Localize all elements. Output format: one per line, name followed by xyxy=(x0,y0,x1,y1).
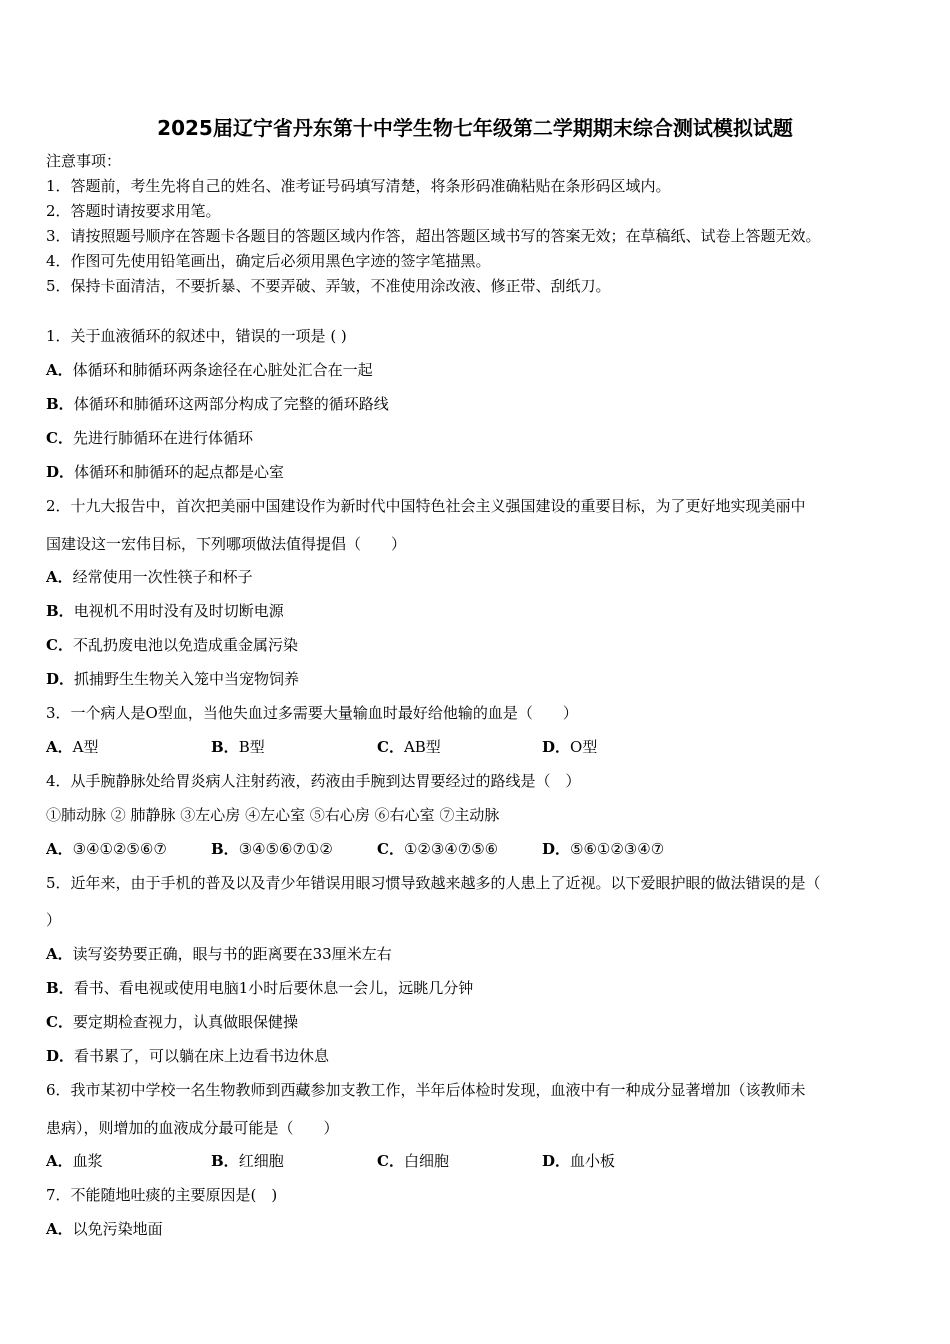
option-text: 要定期检查视力，认真做眼保健操 xyxy=(72,1013,298,1031)
option-label: D． xyxy=(46,670,75,688)
question-2-option-a xyxy=(46,568,253,586)
option-text: 白细胞 xyxy=(403,1152,449,1170)
option-label: A． xyxy=(46,738,73,756)
option-label: C． xyxy=(377,738,404,756)
option-text: ①②③④⑦⑤⑥ xyxy=(403,840,499,858)
option-label: C． xyxy=(377,1152,404,1170)
option-text: 以免污染地面 xyxy=(72,1220,163,1238)
option-label: B． xyxy=(211,840,239,858)
notice-header: 注意事项： xyxy=(46,152,122,170)
notice-item: 1．答题前，考生先将自己的姓名、准考证号码填写清楚，将条形码准确粘贴在条形码区域内。 xyxy=(46,177,671,195)
option-label: A． xyxy=(46,1220,73,1238)
option-label: B． xyxy=(211,738,239,756)
notice-item: 5．保持卡面清洁，不要折暴、不要弄破、弄皱，不准使用涂改液、修正带、刮纸刀。 xyxy=(46,277,611,295)
notice-item: 3．请按照题号顺序在答题卡各题目的答题区域内作答，超出答题区域书写的答案无效；在草稿纸、试卷上答题无效。 xyxy=(46,227,821,245)
question-3-option-c xyxy=(377,738,441,756)
question-5-stem-cont: ） xyxy=(46,911,62,929)
option-text: ③④①②⑤⑥⑦ xyxy=(72,840,167,858)
option-label: D． xyxy=(46,1047,75,1065)
question-6-stem-cont: 患病），则增加的血液成分最可能是（ ） xyxy=(46,1119,339,1137)
question-4-items: ①肺动脉 ② 肺静脉 ③左心房 ④左心室 ⑤右心房 ⑥右心室 ⑦主动脉 xyxy=(46,806,500,824)
option-label: A． xyxy=(46,568,73,586)
option-text: 不乱扔废电池以免造成重金属污染 xyxy=(72,636,298,654)
option-label: D． xyxy=(542,1152,571,1170)
option-label: B． xyxy=(211,1152,239,1170)
question-5-option-b xyxy=(46,979,473,997)
question-6-option-b xyxy=(211,1152,284,1170)
option-text: 读写姿势要正确，眼与书的距离要在33厘米左右 xyxy=(72,945,392,963)
question-4-option-d xyxy=(542,840,664,858)
option-text: O型 xyxy=(570,738,598,756)
option-text: 看书累了，可以躺在床上边看书边休息 xyxy=(74,1047,330,1065)
option-text: 血浆 xyxy=(72,1152,103,1170)
question-7-stem: 7．不能随地吐痰的主要原因是( ) xyxy=(46,1186,278,1204)
question-6-option-a xyxy=(46,1152,103,1170)
option-label: A． xyxy=(46,1152,73,1170)
option-label: B． xyxy=(46,395,74,413)
notice-item: 2．答题时请按要求用笔。 xyxy=(46,202,221,220)
question-3-option-d xyxy=(542,738,597,756)
option-label: C． xyxy=(46,429,73,447)
option-text: 血小板 xyxy=(570,1152,616,1170)
question-6-option-c xyxy=(377,1152,449,1170)
question-2-option-d xyxy=(46,670,299,688)
question-4-option-c xyxy=(377,840,498,858)
option-label: B． xyxy=(46,979,74,997)
question-3-option-b xyxy=(211,738,265,756)
option-label: D． xyxy=(46,463,75,481)
option-text: ③④⑤⑥⑦①② xyxy=(238,840,333,858)
option-text: 体循环和肺循环的起点都是心室 xyxy=(74,463,285,481)
option-text: 经常使用一次性筷子和杯子 xyxy=(72,568,253,586)
question-2-option-c xyxy=(46,636,298,654)
question-1-stem: 1．关于血液循环的叙述中，错误的一项是 ( ) xyxy=(46,327,347,345)
option-label: C． xyxy=(46,1013,73,1031)
question-2-stem: 2．十九大报告中，首次把美丽中国建设作为新时代中国特色社会主义强国建设的重要目标，为了更好地实现美丽中 xyxy=(46,497,806,515)
question-3-stem: 3．一个病人是O型血，当他失血过多需要大量输血时最好给他输的血是（ ） xyxy=(46,704,578,722)
notice-item: 4．作图可先使用铅笔画出，确定后必须用黑色字迹的签字笔描黑。 xyxy=(46,252,491,270)
option-text: 体循环和肺循环这两部分构成了完整的循环路线 xyxy=(73,395,389,413)
question-5-option-c xyxy=(46,1013,298,1031)
question-7-option-a xyxy=(46,1220,163,1238)
question-1-option-a xyxy=(46,361,373,379)
question-1-option-c xyxy=(46,429,253,447)
question-1-option-b xyxy=(46,395,389,413)
option-text: 看书、看电视或使用电脑1小时后要休息一会儿，远眺几分钟 xyxy=(73,979,474,997)
option-text: 体循环和肺循环两条途径在心脏处汇合在一起 xyxy=(72,361,373,379)
question-4-stem: 4．从手腕静脉处给胃炎病人注射药液，药液由手腕到达胃要经过的路线是（ ） xyxy=(46,772,581,790)
option-text: 先进行肺循环在进行体循环 xyxy=(72,429,253,447)
option-text: 抓捕野生生物关入笼中当宠物饲养 xyxy=(74,670,300,688)
option-text: 电视机不用时没有及时切断电源 xyxy=(73,602,284,620)
option-text: 红细胞 xyxy=(238,1152,284,1170)
option-text: B型 xyxy=(238,738,265,756)
question-5-option-a xyxy=(46,945,392,963)
question-1-option-d xyxy=(46,463,284,481)
option-label: D． xyxy=(542,738,571,756)
option-text: A型 xyxy=(72,738,99,756)
question-4-option-a xyxy=(46,840,167,858)
option-label: C． xyxy=(377,840,404,858)
question-5-stem: 5．近年来，由于手机的普及以及青少年错误用眼习惯导致越来越多的人患上了近视。以下爱眼护眼的做法错误的是（ xyxy=(46,874,821,892)
option-label: A． xyxy=(46,945,73,963)
exam-title: 2025届辽宁省丹东第十中学生物七年级第二学期期末综合测试模拟试题 xyxy=(157,116,793,140)
option-text: AB型 xyxy=(403,738,441,756)
question-2-stem-cont: 国建设这一宏伟目标，下列哪项做法值得提倡（ ） xyxy=(46,535,407,553)
question-4-option-b xyxy=(211,840,333,858)
question-2-option-b xyxy=(46,602,284,620)
option-label: C． xyxy=(46,636,73,654)
option-label: D． xyxy=(542,840,571,858)
question-5-option-d xyxy=(46,1047,329,1065)
option-label: B． xyxy=(46,602,74,620)
question-6-stem: 6．我市某初中学校一名生物教师到西藏参加支教工作，半年后体检时发现，血液中有一种成分显著增加（该教师未 xyxy=(46,1081,806,1099)
question-6-option-d xyxy=(542,1152,615,1170)
option-text: ⑤⑥①②③④⑦ xyxy=(570,840,665,858)
option-label: A． xyxy=(46,361,73,379)
option-label: A． xyxy=(46,840,73,858)
question-3-option-a xyxy=(46,738,98,756)
